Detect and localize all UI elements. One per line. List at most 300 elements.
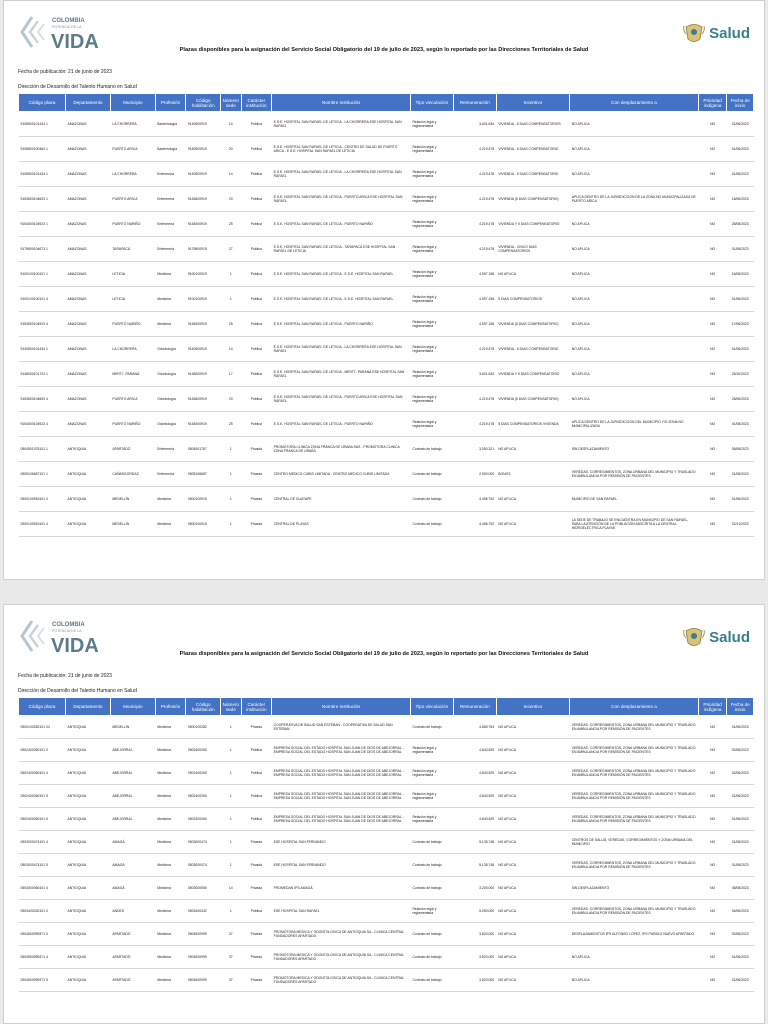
cell-remuneracion: 3.601.634	[453, 362, 496, 387]
table-row	[19, 412, 754, 437]
cell-codigo-habilitacion: 9148000919	[186, 362, 221, 387]
cell-fecha-inicio: 01/08/2023	[727, 946, 754, 969]
cell-nombre-institucion: EMPRESA SOCIAL DEL ESTADO HOSPITAL SAN JUAN DE DIOS DE ABEJORRAL - EMPRESA SOCIAL DEL ESTADO HOSPITAL SAN JUAN DE DIOS DE ABEJORRAL	[272, 762, 411, 785]
cell-profesion: Medicina	[155, 877, 186, 900]
cell-tipo-vinculacion: Relación legal y reglamentaria	[410, 137, 453, 162]
ministry-name: Salud	[709, 628, 750, 646]
cell-numero-sede: 14	[221, 337, 241, 362]
column-header-nombre-institucion: Nombre institución	[272, 698, 411, 716]
cell-incentivo: NO APLICA	[496, 785, 570, 808]
cell-nombre-institucion: E.S.E. HOSPITAL SAN RAFAEL DE LETICIA - E.S.E. HOSPITAL SAN RAFAEL	[272, 287, 411, 312]
cell-codigo-plaza: 9154500104923 4	[19, 312, 66, 337]
table-row	[19, 137, 754, 162]
cell-tipo-vinculacion: Relación legal y reglamentaria	[410, 808, 453, 831]
cell-numero-sede: 1	[221, 262, 241, 287]
cell-con-desplazamiento: NO APLICA	[570, 212, 699, 237]
cell-codigo-plaza: 0503000050101 4	[19, 877, 66, 900]
cell-caracter-institucion: Pública	[241, 362, 272, 387]
cell-remuneracion: 4.219.478	[453, 337, 496, 362]
cell-departamento: AMAZONAS	[65, 162, 110, 187]
cell-profesion: Medicina	[155, 262, 186, 287]
cell-profesion: Medicina	[155, 831, 186, 854]
cell-profesion: Medicina	[155, 287, 186, 312]
cell-codigo-plaza: 9108500101434 1	[19, 162, 66, 187]
cell-codigo-plaza: 9179800104673 1	[19, 237, 66, 262]
cell-con-desplazamiento: MUNICIPIO DE SAN RAFAEL	[570, 487, 699, 512]
cell-codigo-habilitacion: 0502400260	[186, 785, 221, 808]
cell-codigo-plaza: 9108500100464 1	[19, 137, 66, 162]
cell-nombre-institucion: PROMOTORA MEDICA Y ODONTOLOGICA DE ANTIOQUIA SA - CLINICA CENTRAL FUNDADORES APARTADO	[272, 946, 411, 969]
cell-caracter-institucion: Pública	[241, 212, 272, 237]
cell-codigo-habilitacion: 9154500919	[186, 412, 221, 437]
cell-nombre-institucion: EMPRESA SOCIAL DEL ESTADO HOSPITAL SAN JUAN DE DIOS DE ABEJORRAL - EMPRESA SOCIAL DEL ESTADO HOSPITAL SAN JUAN DE DIOS DE ABEJORRAL	[272, 739, 411, 762]
column-header-codigo-plaza: Código plaza	[19, 698, 66, 716]
cell-numero-sede: 1	[221, 808, 241, 831]
cell-numero-sede: 1	[221, 785, 241, 808]
cell-departamento: AMAZONAS	[65, 187, 110, 212]
cell-incentivo: 5 DIAS COMPENSATORIOS	[496, 287, 570, 312]
cell-departamento: ANTIOQUIA	[65, 808, 110, 831]
cell-codigo-habilitacion: 9179800919	[186, 237, 221, 262]
cell-caracter-institucion: Privada	[241, 462, 272, 487]
table-row	[19, 969, 754, 992]
cell-tipo-vinculacion: Relación legal y reglamentaria	[410, 287, 453, 312]
cell-con-desplazamiento: NO APLICA	[570, 262, 699, 287]
cell-profesion: Medicina	[155, 946, 186, 969]
cell-tipo-vinculacion: Relación legal y reglamentaria	[410, 387, 453, 412]
cell-con-desplazamiento: NO APLICA	[570, 362, 699, 387]
cell-prioridad-indigena: NO	[698, 785, 727, 808]
cell-nombre-institucion: PROMOTORA MEDICA Y ODONTOLOGICA DE ANTIOQUIA SA - CLINICA CENTRAL FUNDADORES APARTADO	[272, 969, 411, 992]
document-page-1	[3, 0, 765, 580]
cell-con-desplazamiento: NO APLICA	[570, 946, 699, 969]
cell-departamento: ANTIOQUIA	[65, 739, 110, 762]
cell-con-desplazamiento: NO APLICA	[570, 112, 699, 137]
table-row	[19, 312, 754, 337]
plazas-table	[18, 93, 754, 537]
cell-caracter-institucion: Privada	[241, 487, 272, 512]
cell-nombre-institucion: CENTRO MEDICO CUBIS LIMITADA - CENTRO MEDICO CUBIS LIMITADA	[272, 462, 411, 487]
cell-codigo-habilitacion: 9150500919	[186, 137, 221, 162]
cell-nombre-institucion: E.S.E. HOSPITAL SAN RAFAEL DE LETICIA - PUERTO NARIÑO	[272, 412, 411, 437]
cell-con-desplazamiento: VEREDAS, CORREGIMIENTOS, ZONA URBANA DEL MUNICIPIO Y TRASLADO EN AMBULANCIA POR REMISIÓN DE PACIENTES	[570, 462, 699, 487]
cell-departamento: ANTIOQUIA	[65, 487, 110, 512]
cell-municipio: ABEJORRAL	[110, 739, 155, 762]
cell-con-desplazamiento: VEREDAS, CORREGIMIENTOS, ZONA URBANA DEL MUNICIPIO Y TRASLADO EN AMBULANCIA POR REMISIÓN DE PACIENTES	[570, 808, 699, 831]
cell-caracter-institucion: Privada	[241, 437, 272, 462]
cell-incentivo: VIVIENDA - 5 DIAS COMPENSATORIO	[496, 162, 570, 187]
cell-remuneracion: 4.219.478	[453, 412, 496, 437]
cell-remuneracion: 4.456.752	[453, 512, 496, 537]
cell-remuneracion: 4.597.158	[453, 312, 496, 337]
cell-caracter-institucion: Privada	[241, 877, 272, 900]
cell-tipo-vinculacion: Contrato de trabajo	[410, 854, 453, 877]
cell-remuneracion: 4.219.478	[453, 162, 496, 187]
cell-numero-sede: 14	[221, 112, 241, 137]
cell-municipio: ABEJORRAL	[110, 785, 155, 808]
cell-remuneracion: 3.200.000	[453, 877, 496, 900]
cell-prioridad-indigena: NO	[698, 312, 727, 337]
table-row	[19, 877, 754, 900]
cell-codigo-habilitacion: 9140500919	[186, 337, 221, 362]
cell-profesion: Medicina	[155, 762, 186, 785]
cell-fecha-inicio: 01/08/2023	[727, 785, 754, 808]
cell-con-desplazamiento: VEREDAS, CORREGIMIENTOS, ZONA URBANA DEL MUNICIPIO Y TRASLADO EN AMBULANCIA POR REMISIÓN DE PACIENTES	[570, 785, 699, 808]
cell-incentivo: VIVIENDA (5 DIAS COMPENSATORIO)	[496, 387, 570, 412]
cell-fecha-inicio: 18/08/2023	[727, 187, 754, 212]
cell-municipio: LA CHORRERA	[110, 112, 155, 137]
cell-incentivo: 5 DIAS COMPENSATORIOS VIVIENDA	[496, 412, 570, 437]
cell-fecha-inicio: 01/08/2023	[727, 162, 754, 187]
brand-line3: VIDA	[51, 635, 99, 655]
cell-tipo-vinculacion: Relación legal y reglamentaria	[410, 362, 453, 387]
column-header-fecha-inicio: Fecha de inicio	[727, 698, 754, 716]
cell-tipo-vinculacion: Relación legal y reglamentaria	[410, 187, 453, 212]
cell-con-desplazamiento: SIN DESPLAZAMIENTO	[570, 437, 699, 462]
cell-nombre-institucion: E.S.E. HOSPITAL SAN RAFAEL DE LETICIA - LA CHORRERA ESE HOSPITAL SAN RAFAEL	[272, 112, 411, 137]
cell-codigo-habilitacion: 0503000474	[186, 854, 221, 877]
cell-municipio: APARTADÓ	[110, 946, 155, 969]
cell-prioridad-indigena: NO	[698, 877, 727, 900]
cell-fecha-inicio: 01/08/2023	[727, 112, 754, 137]
cell-municipio: PUERTO NARIÑO	[110, 412, 155, 437]
cell-fecha-inicio: 08/08/2023	[727, 877, 754, 900]
cell-remuneracion: 4.597.158	[453, 287, 496, 312]
cell-incentivo: BONOS	[496, 462, 570, 487]
cell-departamento: AMAZONAS	[65, 287, 110, 312]
cell-remuneracion: 3.820.000	[453, 946, 496, 969]
cell-remuneracion: 5.135.748	[453, 854, 496, 877]
cell-con-desplazamiento: NO APLICA	[570, 287, 699, 312]
cell-con-desplazamiento: DESPLAZAMIENTOS IPS ALFONSO LOPEZ, IPS PUEBLO NUEVO APARTADO	[570, 923, 699, 946]
cell-prioridad-indigena: NO	[698, 412, 727, 437]
cell-incentivo: NO APLICA	[496, 854, 570, 877]
cell-numero-sede: 1	[221, 487, 241, 512]
column-header-con-desplazamiento: Con desplazamiento a	[570, 698, 699, 716]
cell-codigo-plaza: 0505106687101 1	[19, 462, 66, 487]
cell-incentivo: NO APLICA	[496, 923, 570, 946]
cell-tipo-vinculacion: Contrato de trabajo	[410, 969, 453, 992]
cell-tipo-vinculacion: Relación legal y reglamentaria	[410, 785, 453, 808]
cell-caracter-institucion: Pública	[241, 112, 272, 137]
cell-nombre-institucion: CENTRAL DE PLAYAS	[272, 512, 411, 537]
cell-incentivo: VIVIENDA (5 DIAS COMPENSATORIO)	[496, 187, 570, 212]
cell-codigo-plaza: 9153600104603 1	[19, 187, 66, 212]
table-row	[19, 287, 754, 312]
cell-numero-sede: 1	[221, 739, 241, 762]
cell-remuneracion: 2.900.000	[453, 462, 496, 487]
cell-municipio: MEDELLÍN	[110, 487, 155, 512]
cell-remuneracion: 4.219.478	[453, 387, 496, 412]
cell-tipo-vinculacion: Relación legal y reglamentaria	[410, 212, 453, 237]
cell-remuneracion: 4.597.158	[453, 262, 496, 287]
cell-codigo-plaza: 0502400260101 0	[19, 739, 66, 762]
publication-date: Fecha de publicación: 21 de junio de 2023	[18, 673, 112, 679]
cell-tipo-vinculacion: Relación legal y reglamentaria	[410, 237, 453, 262]
cell-profesion: Medicina	[155, 808, 186, 831]
table-row	[19, 362, 754, 387]
cell-codigo-plaza: 0503000474101 5	[19, 854, 66, 877]
cell-codigo-plaza: 0504500999371 4	[19, 946, 66, 969]
cell-codigo-plaza: 9140500101434 1	[19, 337, 66, 362]
cell-remuneracion: 4.885.763	[453, 716, 496, 739]
cell-prioridad-indigena: NO	[698, 512, 727, 537]
cell-remuneracion: 3.820.000	[453, 923, 496, 946]
table-row	[19, 262, 754, 287]
cell-departamento: ANTIOQUIA	[65, 900, 110, 923]
column-header-remuneracion: Remuneración	[453, 698, 496, 716]
cell-incentivo: NO APLICA	[496, 946, 570, 969]
cell-codigo-habilitacion: 0502400260	[186, 762, 221, 785]
table-row	[19, 716, 754, 739]
cell-departamento: ANTIOQUIA	[65, 762, 110, 785]
cell-fecha-inicio: 28/08/2023	[727, 212, 754, 237]
cell-incentivo: NO APLICA	[496, 739, 570, 762]
cell-municipio: LETICIA	[110, 262, 155, 287]
cell-departamento: ANTIOQUIA	[65, 831, 110, 854]
cell-prioridad-indigena: NO	[698, 969, 727, 992]
cell-codigo-plaza: 0503400432101 0	[19, 900, 66, 923]
cell-nombre-institucion: PROMEDAN IPS AMAGÁ	[272, 877, 411, 900]
cell-numero-sede: 1	[221, 462, 241, 487]
cell-codigo-habilitacion: 0502400260	[186, 808, 221, 831]
cell-con-desplazamiento: NO APLICA	[570, 137, 699, 162]
cell-departamento: AMAZONAS	[65, 312, 110, 337]
cell-tipo-vinculacion: Contrato de trabajo	[410, 512, 453, 537]
cell-incentivo: NO APLICA	[496, 877, 570, 900]
cell-remuneracion: 4.219.478	[453, 237, 496, 262]
colombia-potencia-de-la-vida-logo	[18, 13, 128, 51]
cell-prioridad-indigena: NO	[698, 112, 727, 137]
cell-caracter-institucion: Pública	[241, 412, 272, 437]
cell-tipo-vinculacion: Contrato de trabajo	[410, 831, 453, 854]
cell-incentivo: NO APLICA	[496, 900, 570, 923]
cell-municipio: ABEJORRAL	[110, 808, 155, 831]
cell-incentivo: VIVIENDA - 5 DIAS COMPENSATORIOS	[496, 112, 570, 137]
cell-prioridad-indigena: NO	[698, 716, 727, 739]
cell-con-desplazamiento: NO APLICA	[570, 969, 699, 992]
table-row	[19, 112, 754, 137]
cell-numero-sede: 20	[221, 137, 241, 162]
cell-municipio: LA CHORRERA	[110, 162, 155, 187]
column-header-incentivo: Incentivo	[496, 94, 570, 112]
table-row	[19, 337, 754, 362]
cell-caracter-institucion: Privada	[241, 716, 272, 739]
table-row	[19, 739, 754, 762]
cell-codigo-habilitacion: 0505106687	[186, 462, 221, 487]
directorate: Dirección de Desarrollo del Talento Humano en Salud	[18, 84, 137, 90]
cell-numero-sede: 1	[221, 762, 241, 785]
cell-numero-sede: 25	[221, 312, 241, 337]
table-row	[19, 237, 754, 262]
cell-departamento: AMAZONAS	[65, 237, 110, 262]
cell-con-desplazamiento: VEREDAS, CORREGIMIENTOS, ZONA URBANA DEL MUNICIPIO Y TRASLADO EN AMBULANCIA POR REMISIÓN DE PACIENTES	[570, 854, 699, 877]
cell-fecha-inicio: 01/08/2023	[727, 287, 754, 312]
cell-codigo-habilitacion: 0500100915	[186, 512, 221, 537]
cell-nombre-institucion: E.S.E. HOSPITAL SAN RAFAEL DE LETICIA - CENTRO DE SALUD DE PUERTO ARICA - E.S.E. HOSPITAL SAN RAFAEL DE LETICIA	[272, 137, 411, 162]
cell-codigo-plaza: 9100100100101 1	[19, 262, 66, 287]
ministry-logo	[683, 19, 750, 47]
cell-con-desplazamiento: VEREDAS, CORREGIMIENTOS, ZONA URBANA DEL MUNICIPIO Y TRASLADO EN AMBULANCIA POR REMISIÓN DE PACIENTES	[570, 739, 699, 762]
cell-con-desplazamiento: NO APLICA	[570, 337, 699, 362]
cell-remuneracion: 4.219.478	[453, 137, 496, 162]
cell-fecha-inicio: 02/08/2023	[727, 739, 754, 762]
cell-departamento: AMAZONAS	[65, 387, 110, 412]
cell-caracter-institucion: Pública	[241, 262, 272, 287]
cell-profesion: Odontología	[155, 387, 186, 412]
cell-codigo-habilitacion: 0500100282	[186, 716, 221, 739]
column-header-caracter-institucion: Carácter institución	[241, 698, 272, 716]
cell-caracter-institucion: Pública	[241, 162, 272, 187]
cell-numero-sede: 14	[221, 877, 241, 900]
table-row	[19, 487, 754, 512]
column-header-departamento: Departamento	[65, 698, 110, 716]
cell-fecha-inicio: 01/08/2023	[727, 462, 754, 487]
brand-line1: COLOMBIA	[52, 622, 85, 628]
cell-codigo-plaza: 0502400260101 4	[19, 762, 66, 785]
cell-nombre-institucion: ESE HOSPITAL SAN FERNANDO	[272, 831, 411, 854]
cell-fecha-inicio: 16/08/2023	[727, 262, 754, 287]
table-row	[19, 808, 754, 831]
cell-departamento: ANTIOQUIA	[65, 462, 110, 487]
column-header-profesion: Profesión	[155, 698, 186, 716]
cell-con-desplazamiento: SIN DESPLAZAMIENTO	[570, 877, 699, 900]
table-row	[19, 946, 754, 969]
cell-tipo-vinculacion: Contrato de trabajo	[410, 877, 453, 900]
cell-departamento: ANTIOQUIA	[65, 785, 110, 808]
cell-numero-sede: 37	[221, 969, 241, 992]
cell-nombre-institucion: PROMOTORA MEDICA Y ODONTOLOGICA DE ANTIOQUIA SA - CLINICA CENTRAL FUNDADORES APARTADO	[272, 923, 411, 946]
document-title: Plazas disponibles para la asignación del Servicio Social Obligatorio del 19 de julio de 2023, según lo reportado por las Direcciones Territoriales de Salud	[179, 47, 589, 53]
cell-codigo-habilitacion: 0500100915	[186, 487, 221, 512]
cell-fecha-inicio: 17/08/2023	[727, 312, 754, 337]
cell-prioridad-indigena: NO	[698, 437, 727, 462]
column-header-prioridad-indigena: Prioridad indígena	[698, 698, 727, 716]
cell-numero-sede: 1	[221, 287, 241, 312]
cell-codigo-habilitacion: 0503400432	[186, 900, 221, 923]
publication-date: Fecha de publicación: 21 de junio de 2023	[18, 69, 112, 75]
cell-con-desplazamiento: VEREDAS, CORREGIMIENTOS, ZONA URBANA DEL MUNICIPIO Y TRASLADO EN AMBULANCIA POR REMISIÓN DE PACIENTES	[570, 762, 699, 785]
cell-fecha-inicio: 02/08/2023	[727, 762, 754, 785]
cell-fecha-inicio: 01/08/2023	[727, 412, 754, 437]
cell-prioridad-indigena: NO	[698, 162, 727, 187]
cell-municipio: AMAGÁ	[110, 831, 155, 854]
cell-codigo-habilitacion: 9100100919	[186, 287, 221, 312]
cell-codigo-habilitacion: 9154500919	[186, 312, 221, 337]
cell-incentivo: NO APLICA	[496, 808, 570, 831]
table-row	[19, 854, 754, 877]
cell-codigo-habilitacion: 0503000474	[186, 831, 221, 854]
cell-departamento: ANTIOQUIA	[65, 854, 110, 877]
cell-prioridad-indigena: NO	[698, 362, 727, 387]
column-header-profesion: Profesión	[155, 94, 186, 112]
cell-profesion: Enfermería	[155, 462, 186, 487]
cell-remuneracion: 4.843.529	[453, 785, 496, 808]
cell-fecha-inicio: 01/08/2023	[727, 487, 754, 512]
cell-remuneracion: 3.601.634	[453, 112, 496, 137]
cell-incentivo: VIVIENDA - 5 DIAS COMPENSATORIO	[496, 137, 570, 162]
table-row	[19, 900, 754, 923]
cell-incentivo: NO APLICA	[496, 762, 570, 785]
cell-departamento: ANTIOQUIA	[65, 969, 110, 992]
table-header-row	[19, 698, 754, 716]
cell-municipio: PUERTO NARIÑO	[110, 212, 155, 237]
cell-municipio: APARTADÓ	[110, 437, 155, 462]
cell-codigo-plaza: 0504500999371 0	[19, 923, 66, 946]
cell-profesion: Medicina	[155, 923, 186, 946]
table-row	[19, 387, 754, 412]
cell-codigo-plaza: 0502400260101 6	[19, 808, 66, 831]
cell-incentivo: VIVIENDA Y 5 DIAS COMPENSATORIO	[496, 212, 570, 237]
cell-municipio: AMAGÁ	[110, 854, 155, 877]
column-header-prioridad-indigena: Prioridad indígena	[698, 94, 727, 112]
cell-nombre-institucion: PROMOTORA CLINICA ZONA FRANCA DE URABA SAS - PROMOTORA CLINICA ZONA FRANCA DE URABA	[272, 437, 411, 462]
cell-codigo-habilitacion: 0504500999	[186, 923, 221, 946]
cell-caracter-institucion: Pública	[241, 187, 272, 212]
cell-remuneracion: 5.250.000	[453, 900, 496, 923]
cell-municipio: ANDES	[110, 900, 155, 923]
cell-caracter-institucion: Privada	[241, 969, 272, 992]
cell-remuneracion: 4.219.478	[453, 187, 496, 212]
ministry-name: Salud	[709, 24, 750, 42]
cell-nombre-institucion: E.S.E. HOSPITAL SAN RAFAEL DE LETICIA - MIRITÍ - PARANÁ ESE HOSPITAL SAN RAFAEL	[272, 362, 411, 387]
cell-numero-sede: 37	[221, 923, 241, 946]
cell-codigo-habilitacion: 9153600919	[186, 387, 221, 412]
cell-fecha-inicio: 01/08/2023	[727, 969, 754, 992]
cell-numero-sede: 20	[221, 187, 241, 212]
cell-codigo-habilitacion: 9100100919	[186, 262, 221, 287]
page-header	[4, 1, 764, 57]
cell-remuneracion: 3.820.000	[453, 969, 496, 992]
cell-incentivo: NO APLICA	[496, 969, 570, 992]
cell-caracter-institucion: Privada	[241, 831, 272, 854]
cell-fecha-inicio: 01/08/2023	[727, 854, 754, 877]
cell-profesion: Enfermería	[155, 162, 186, 187]
cell-incentivo: NO APLICA	[496, 831, 570, 854]
cell-codigo-habilitacion: 0504500999	[186, 969, 221, 992]
column-header-con-desplazamiento: Con desplazamiento a	[570, 94, 699, 112]
page-header	[4, 605, 764, 661]
column-header-fecha-inicio: Fecha de inicio	[727, 94, 754, 112]
column-header-remuneracion: Remuneración	[453, 94, 496, 112]
brand-line3: VIDA	[51, 31, 99, 51]
cell-numero-sede: 14	[221, 162, 241, 187]
cell-nombre-institucion: E.S.E. HOSPITAL SAN RAFAEL DE LETICIA - PUERTO ARICA ESE HOSPITAL SAN RAFAEL	[272, 387, 411, 412]
cell-con-desplazamiento: APLICA DENTRO DE LA JURISDICCION DE LA ZONA NO MUNICIPALIZADA DE PUERTO ARICA	[570, 187, 699, 212]
cell-prioridad-indigena: NO	[698, 212, 727, 237]
cell-prioridad-indigena: NO	[698, 187, 727, 212]
cell-prioridad-indigena: NO	[698, 337, 727, 362]
cell-remuneracion: 4.219.478	[453, 212, 496, 237]
brand-line2: POTENCIA DE LA	[52, 629, 82, 633]
cell-codigo-habilitacion: 9140500919	[186, 112, 221, 137]
cell-fecha-inicio: 01/08/2023	[727, 237, 754, 262]
cell-profesion: Bacteriología	[155, 137, 186, 162]
cell-nombre-institucion: E.S.E. HOSPITAL SAN RAFAEL DE LETICIA - LA CHORRERA ESE HOSPITAL SAN RAFAEL	[272, 337, 411, 362]
cell-numero-sede: 1	[221, 831, 241, 854]
cell-fecha-inicio: 01/08/2023	[727, 808, 754, 831]
cell-municipio: APARTADÓ	[110, 923, 155, 946]
cell-tipo-vinculacion: Relación legal y reglamentaria	[410, 312, 453, 337]
cell-codigo-plaza: 0500100282101 04	[19, 716, 66, 739]
cell-prioridad-indigena: NO	[698, 739, 727, 762]
cell-tipo-vinculacion: Relación legal y reglamentaria	[410, 412, 453, 437]
colombia-potencia-de-la-vida-logo	[18, 617, 128, 655]
document-page-2	[3, 604, 765, 1024]
cell-departamento: ANTIOQUIA	[65, 437, 110, 462]
cell-nombre-institucion: E.S.E. HOSPITAL SAN RAFAEL DE LETICIA - PUERTO NARIÑO	[272, 312, 411, 337]
cell-caracter-institucion: Privada	[241, 923, 272, 946]
